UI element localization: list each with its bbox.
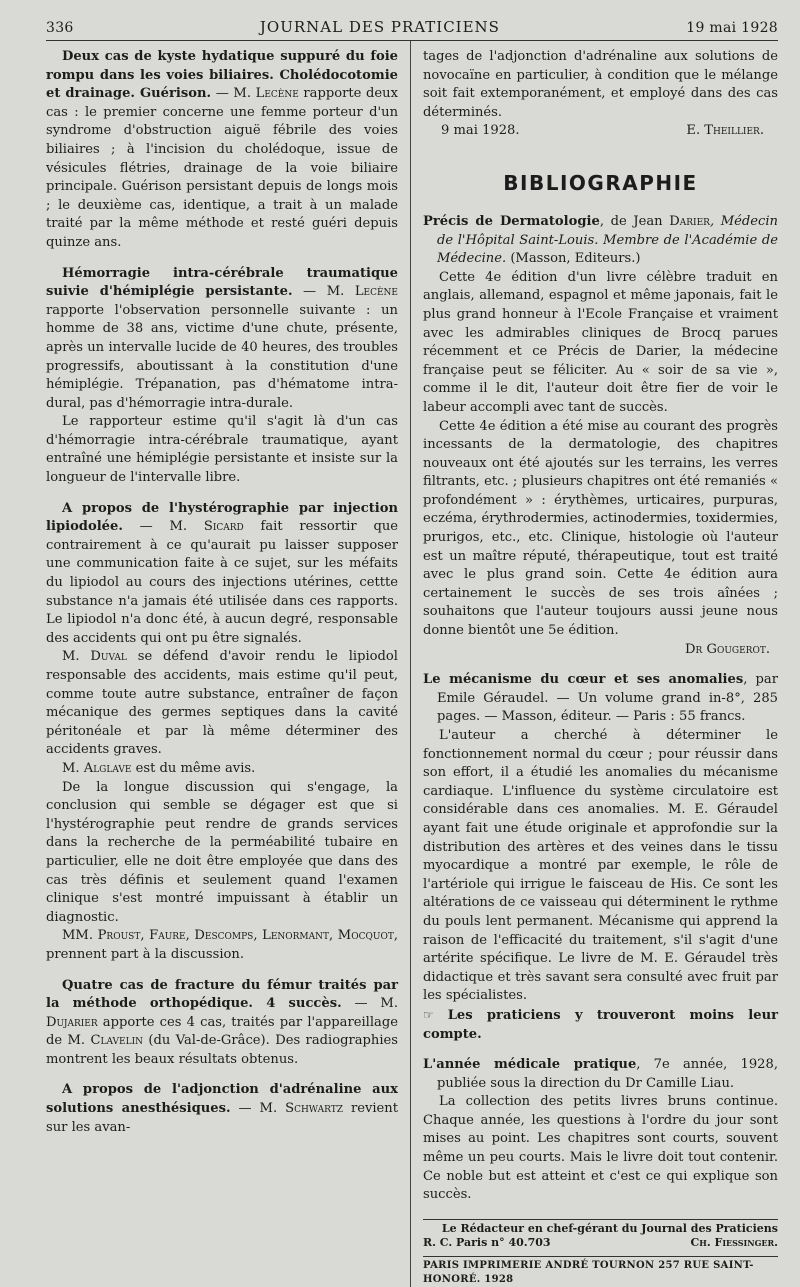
book-title: Le mécanisme du cœur et ses anomalies [423, 672, 744, 688]
article-title: A propos de l'hystérographie par injection lipiodolée. [46, 500, 398, 535]
right-column [410, 41, 778, 1287]
bibliography-heading: BIBLIOGRAPHIE [503, 170, 698, 195]
author-name: Lecène [354, 284, 398, 300]
page-footer [423, 1219, 778, 1287]
author-name: Darier [669, 213, 710, 229]
paragraph: ☞ Les praticiens y trouveront moins leur compte. [423, 1007, 778, 1042]
author-names: Proust, Faure, Descomps, Lenormant, Mocquot [97, 928, 394, 944]
journal-title: JOURNAL DES PRATICIENS [259, 18, 500, 36]
printer-line: PARIS IMPRIMERIE ANDRÉ TOURNON 257 RUE SAINT-HONORÉ. 1928 [423, 1256, 778, 1287]
pointing-hand-icon: ☞ [423, 1007, 434, 1022]
paragraph: MM. Proust, Faure, Descomps, Lenormant, Mocquot, prennent part à la discussion. [46, 928, 399, 962]
signature-date: 9 mai 1928. [441, 123, 520, 139]
registry-number: R. C. Paris n° 40.703 [423, 1235, 551, 1249]
book-title: L'année médicale pratique [423, 1057, 637, 1073]
article-fracture-femur: Quatre cas de fracture du fémur traités par la méthode orthopédique. 4 succès. — M. Dujarier apporte ces 4 cas, traités par l'appareillage de M. Clavelin (du Val-de-Grâce). Des radiographies montrent les beaux résultats obtenus. [46, 977, 398, 1067]
author-name: Dujarier [46, 1014, 98, 1030]
editor-name: Ch. Fiessinger. [690, 1235, 778, 1249]
article-kyste: Deux cas de kyste hydatique suppuré du foie rompu dans les voies biliaires. Cholédocotomie et drainage. Guérison. — M. Lecène rapporte deux cas : le premier concerne une femme porteur d'un syndrome d'obstruction aiguë fébrile des voies biliaires ; à l'incision du cholédoque, issue de vésicules flétries, drainage de la voie biliaire principale. Guérison persistant depuis de longs mois ; le deuxième cas, identique, a trait à un malade traité par la même méthode et resté guéri depuis quinze ans. [46, 49, 398, 250]
article-title: Deux cas de kyste hydatique suppuré du foie rompu dans les voies biliaires. Cholédocotomie et drainage. Guérison. [46, 49, 398, 102]
author-name: Alglave [83, 760, 132, 776]
author-name: Schwartz [285, 1101, 343, 1117]
article-hysterographie: A propos de l'hystérographie par injection lipiodolée. — M. Sicard fait ressortir que contrairement à ce qu'aurait pu laisser supposer une communication faite à ce sujet, sur les méfaits du lipiodol au cours des injections utérines, cettte substance n'a jamais été utilisée dans ces rapports. Le lipiodol n'a donc été, à aucun degré, responsable des accidents qui ont pu être signalés. [46, 500, 399, 646]
footer-line [423, 1236, 778, 1250]
article-title: Quatre cas de fracture du fémur traités par la méthode orthopédique. 4 succès. [46, 977, 398, 1012]
bib-entry-mecanisme-coeur [423, 671, 778, 727]
article-continuation: tages de l'adjonction d'adrénaline aux solutions de novocaïne en particulier, à condition que le mélange soit fait extemporanément, et employé dans des cas déterminés. [423, 49, 778, 120]
paragraph: Cette 4e édition a été mise au courant des progrès incessants de la dermatologie, des chapitres nouveaux ont été ajoutés sur les terrains, les verres filtrants, etc. ; plusieurs chapitres ont été remaniés « profondément » : érythèmes, urticaires, purpuras, eczéma, érythrodermies, actinodermies, toxidermies, prurigos, etc., etc. Clinique, histologie où l'auteur est un maître réputé, thérapeutique, tout est traité avec le plus grand soin. Cette 4e édition aura certainement le succès de ses trois aînées ; souhaitons que l'auteur toujours aussi jeune nous donne bientôt une 5e édition. [423, 418, 778, 639]
footer-line: Le Rédacteur en chef-gérant du Journal des Praticiens [441, 1221, 778, 1235]
review-signature: Dr Gougerot. [685, 641, 770, 657]
article-title: A propos de l'adjonction d'adrénaline aux solutions anesthésiques. [46, 1082, 398, 1117]
left-column [46, 41, 410, 1287]
paragraph: Le rapporteur estime qu'il s'agit là d'un cas d'hémorragie intra-cérébrale traumatique, ayant entraîné une hémiplégie persistante et insiste sur la longueur de l'intervalle libre. [46, 414, 398, 486]
book-title: Précis de Dermatologie [423, 213, 600, 229]
signature-name: E. Theillier. [686, 123, 764, 139]
paragraph: De la longue discussion qui s'engage, la conclusion qui semble se dégager est que si l'hystérographie peut rendre de grands services dans la recherche de la perméabilité tubaire en particulier, elle ne doit être employée que dans des cas très définis et seulement quand l'examen clinique s'est montré impuissant à établir un diagnostic. [46, 779, 398, 925]
book-details: , 7e année, 1928, publiée sous la direction du Dr Camille Liau. [437, 1057, 778, 1091]
two-column-body [46, 41, 778, 1287]
article-title: Hémorragie intra-cérébrale traumatique suivie d'hémiplégie persistante. [46, 265, 398, 300]
article-signature [423, 122, 778, 141]
paragraph: L'auteur a cherché à déterminer le fonctionnement normal du cœur ; pour réussir dans son effort, il a étudié les anomalies du mécanisme cardiaque. L'influence du système circulatoire est considérable dans ces anomalies. M. E. Géraudel ayant fait une étude originale et approfondie sur la distribution des artères et des veines dans le tissu myocardique a montré par exemple, le rôle de l'artériole qui irrigue le faisceau de His. Ce sont les altérations de ce vaisseau qui déterminent le rythme du pouls lent permanent. Mécanisme qui apprend la raison de l'efficacité du traitement, s'il s'agit d'une artérite spécifique. Le livre de M. E. Géraudel très didactique et très savant sera consulté avec fruit par les spécialistes. [423, 728, 778, 1004]
page-number: 336 [46, 20, 74, 36]
paragraph: M. Alglave est du même avis. [62, 760, 256, 776]
bib-entry-annee-medicale [423, 1056, 778, 1093]
issue-date: 19 mai 1928 [686, 20, 778, 36]
paragraph: M. Duval se défend d'avoir rendu le lipiodol responsable des accidents, mais estime qu'il peut, comme toute autre substance, entraîner de façon mécanique des germes septiques dans la cavité péritonéale et par là même déterminer des accidents graves. [46, 649, 398, 758]
author-name: Duval [90, 649, 127, 665]
author-name: Lecène [255, 86, 299, 102]
article-hemorragie: Hémorragie intra-cérébrale traumatique suivie d'hémiplégie persistante. — M. Lecène rapporte l'observation personnelle suivante : un homme de 38 ans, victime d'une chute, présente, après un intervalle lucide de 40 heures, des troubles progressifs, aboutissant à la constitution d'une hémiplégie. Trépanation, pas d'hématome intra-dural, pas d'hémorragie intra-durale. [46, 265, 398, 411]
paragraph: Cette 4e édition d'un livre célèbre traduit en anglais, allemand, espagnol et même japonais, fait le plus grand honneur à l'Ecole Française et vraiment avec les admirables cliniques de Brocq parues récemment et ce Précis de Darier, la médecine française peut se féliciter. Au « soir de sa vie », comme il le dit, l'auteur doit être fier de voir le labeur accompli avec tant de succès. [423, 269, 778, 415]
page-header [46, 18, 778, 41]
author-role: , Médecin de l'Hôpital Saint-Louis. Membre de l'Académie de Médecine. [437, 213, 778, 267]
paragraph: La collection des petits livres bruns continue. Chaque année, les questions à l'ordre du jour sont mises au point. Les chapitres sont courts, souvent même un peu courts. Mais le livre doit tout contenir. Ce noble but est atteint et c'est ce qui explique son succès. [423, 1094, 778, 1203]
book-details: , par Emile Géraudel. — Un volume grand in-8°, 285 pages. — Masson, éditeur. — Paris : 55 francs. [437, 672, 778, 725]
author-name: Sicard [203, 519, 244, 535]
bib-entry-dermatologie: Précis de Dermatologie, de Jean Darier, Médecin de l'Hôpital Saint-Louis. Membre de l'Académie de Médecine. (Masson, Editeurs.) [423, 213, 778, 267]
article-adrenaline: A propos de l'adjonction d'adrénaline aux solutions anesthésiques. — M. Schwartz revient sur les avan- [46, 1082, 398, 1135]
publisher: (Masson, Editeurs.) [506, 251, 641, 267]
author-name: Clavelin [90, 1033, 144, 1049]
